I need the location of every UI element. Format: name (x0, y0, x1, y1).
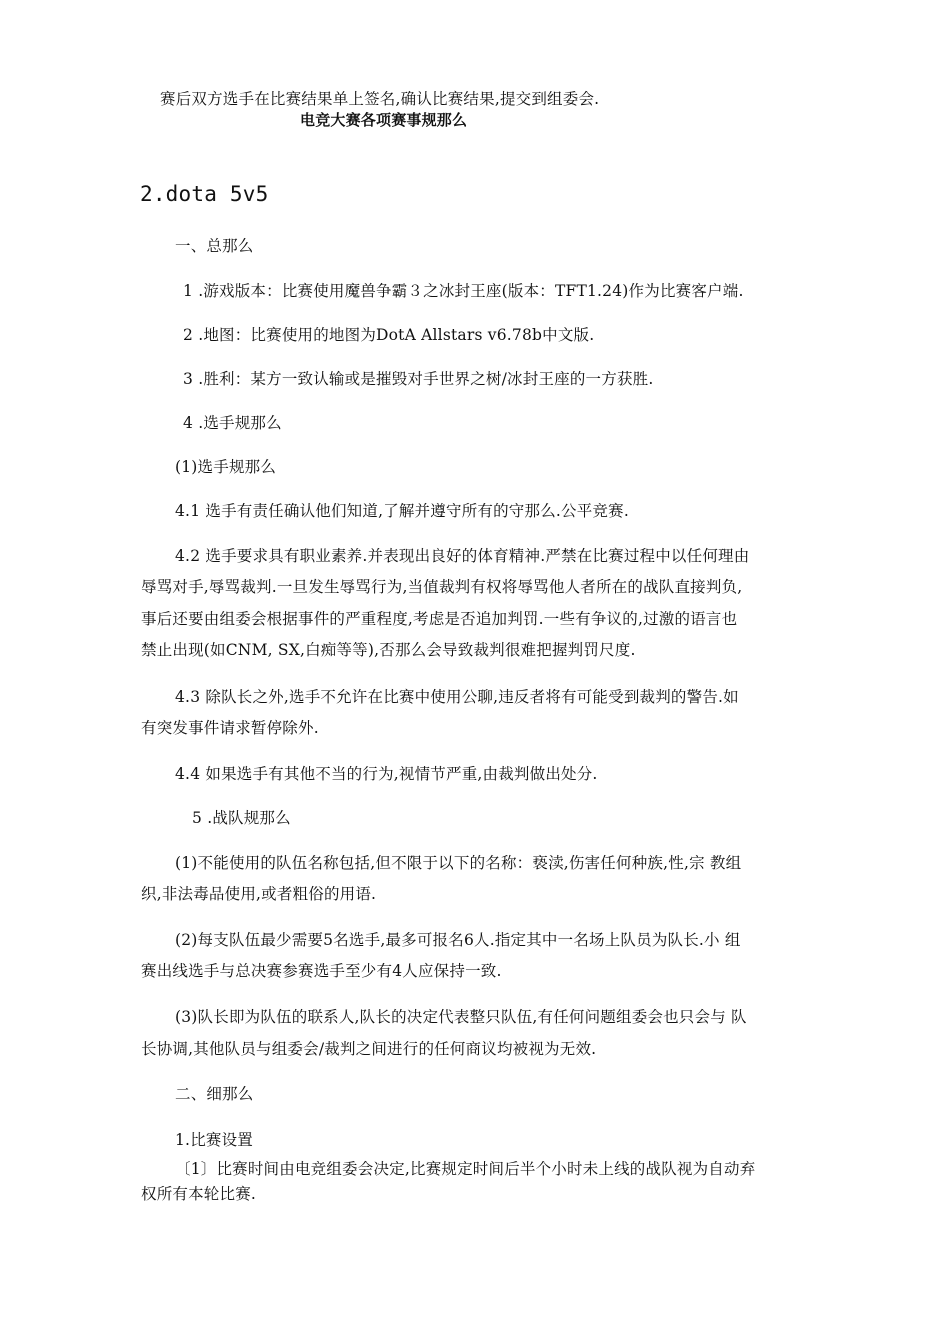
rule-victory: 3 .胜利：某方一致认输或是摧毁对手世界之树/冰封王座的一方获胜. (183, 370, 654, 388)
rule-4-4: 4.4 如果选手有其他不当的行为,视情节严重,由裁判做出处分. (175, 765, 598, 783)
rule-4-1: 4.1 选手有责任确认他们知道,了解并遵守所有的守那么.公平竞赛. (175, 502, 629, 520)
rule-4-2-line3: 事后还要由组委会根据事件的严重程度,考虑是否追加判罚.一些有争议的,过激的语言也 (141, 610, 738, 628)
match-setting-1-line1: 〔1〕比赛时间由电竞组委会决定,比赛规定时间后半个小时未上线的战队视为自动弃 (175, 1160, 756, 1178)
player-rules-heading: (1)选手规那么 (175, 458, 277, 476)
rule-map: 2 .地图：比赛使用的地图为DotA Allstars v6.78b中文版. (183, 326, 595, 344)
rule-4-2-line1: 4.2 选手要求具有职业素养.并表现出良好的体育精神.严禁在比赛过程中以任何理由 (175, 547, 750, 565)
section-heading: 2.dota 5v5 (140, 182, 269, 206)
rule-4-2-line4: 禁止出现(如CNM, SX,白痴等等),否那么会导致裁判很难把握判罚尺度. (141, 641, 636, 659)
team-rule-2-line1: (2)每支队伍最少需要5名选手,最多可报名6人.指定其中一名场上队员为队长.小 组 (175, 931, 741, 949)
rule-4-2-line2: 辱骂对手,辱骂裁判.一旦发生辱骂行为,当值裁判有权将辱骂他人者所在的战队直接判负, (141, 578, 743, 596)
subsection-detailed: 二、细那么 (175, 1085, 254, 1103)
match-setting-1-line2: 权所有本轮比赛. (141, 1185, 257, 1203)
rule-team-rules: 5 .战队规那么 (192, 809, 291, 827)
rule-game-version: 1 .游戏版本：比赛使用魔兽争霸３之冰封王座(版本：TFT1.24)作为比赛客户端. (183, 282, 744, 300)
rule-4-3-line1: 4.3 除队长之外,选手不允许在比赛中使用公聊,违反者将有可能受到裁判的警告.如 (175, 688, 739, 706)
document-title: 电竞大赛各项赛事规那么 (300, 111, 468, 129)
rule-4-3-line2: 有突发事件请求暂停除外. (141, 719, 319, 737)
rule-player-rules: 4 .选手规那么 (183, 414, 282, 432)
team-rule-1-line2: 织,非法毒品使用,或者粗俗的用语. (141, 885, 377, 903)
team-rule-2-line2: 赛出线选手与总决赛参赛选手至少有4人应保持一致. (141, 962, 502, 980)
team-rule-3-line2: 长协调,其他队员与组委会/裁判之间进行的任何商议均被视为无效. (141, 1040, 597, 1058)
team-rule-1-line1: (1)不能使用的队伍名称包括,但不限于以下的名称：亵渎,伤害任何种族,性,宗 教组 (175, 854, 742, 872)
match-settings-heading: 1.比赛设置 (175, 1131, 253, 1149)
team-rule-3-line1: (3)队长即为队伍的联系人,队长的决定代表整只队伍,有任何问题组委会也只会与 队 (175, 1008, 747, 1026)
intro-line: 赛后双方选手在比赛结果单上签名,确认比赛结果,提交到组委会. (160, 90, 600, 108)
subsection-general: 一、总那么 (175, 237, 254, 255)
